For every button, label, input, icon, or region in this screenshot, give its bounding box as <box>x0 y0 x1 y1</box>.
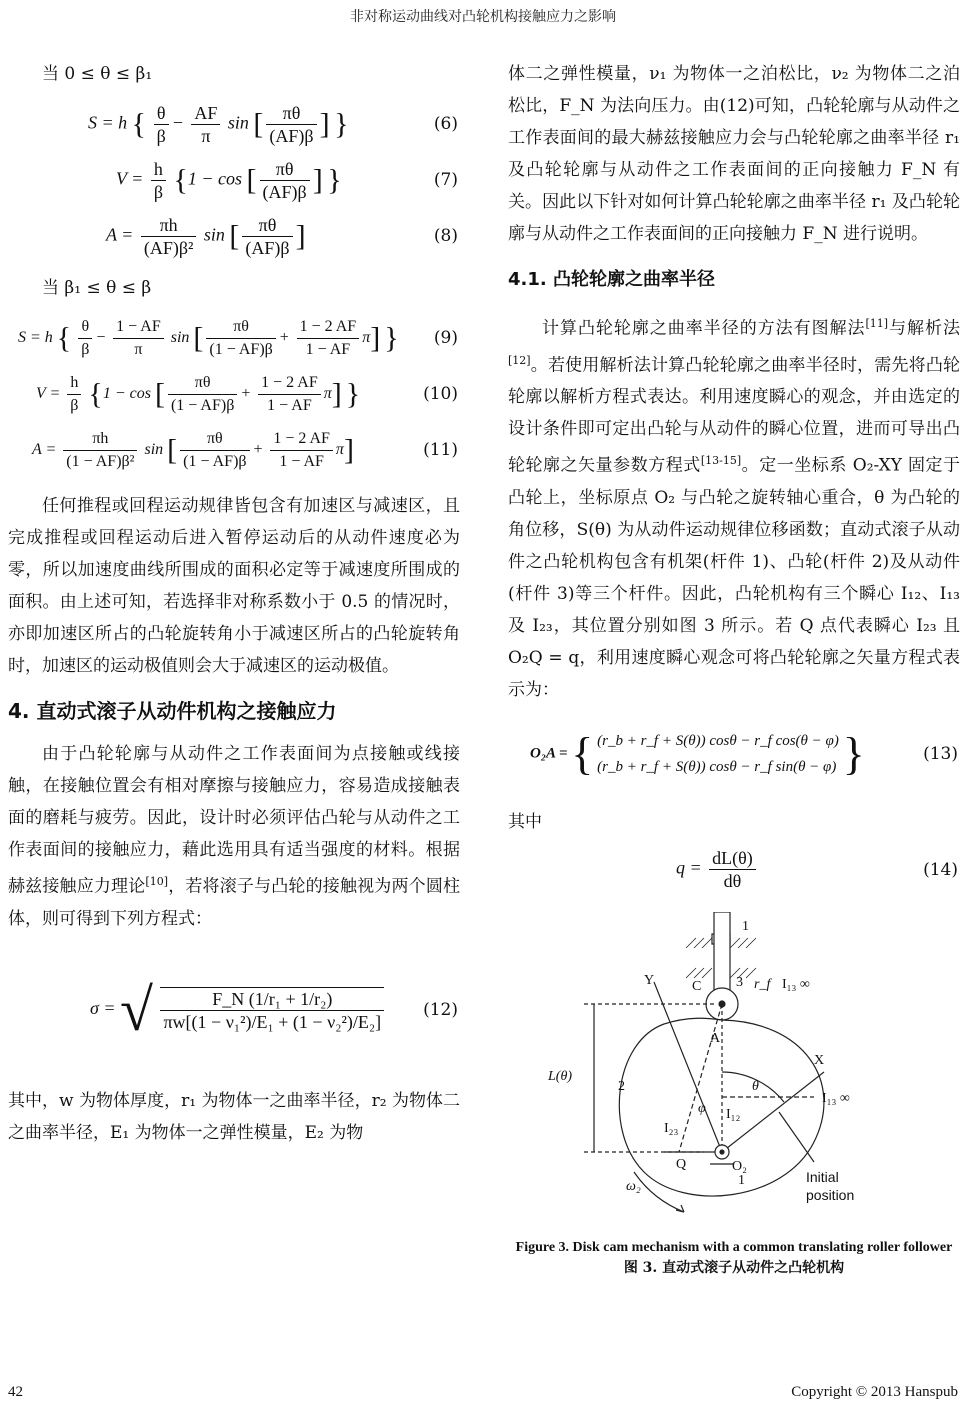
label-rf: r_f <box>754 976 771 992</box>
cam-mechanism-diagram <box>514 912 954 1222</box>
citation-12: [12] <box>508 353 531 367</box>
equation-8: A = $\frac{\pi h}{\text{(AF)β²}}$ sin [ $\frac{\pi\theta}{(AF)\beta}$ ] (8) <box>106 214 458 258</box>
label-o2: O₂ <box>732 1158 747 1174</box>
citation-13-15: [13-15] <box>700 454 742 468</box>
label-i23: I₂₃ <box>664 1120 679 1136</box>
label-i13-top: I₁₃ ∞ <box>782 976 810 992</box>
label-where: 其中 <box>508 811 542 832</box>
label-i12: I₁₂ <box>726 1106 741 1122</box>
equation-11: A = $\frac{\pi h}{\text{(1 − AF)β²}}$ sin [ $\frac{\pi\theta}{(1 - AF)\beta}$ + $\frac{1 - 2 AF}{1 - AF}$ π] (11) <box>8 422 460 478</box>
figure-caption-chinese: 图 3. 直动式滚子从动件之凸轮机构 <box>623 1259 845 1276</box>
label-l-theta: L(θ) <box>548 1068 572 1084</box>
running-head: 非对称运动曲线对凸轮机构接触应力之影响 <box>350 9 616 25</box>
label-omega2: ω₂ <box>626 1178 641 1194</box>
paragraph-contact-stress: 由于凸轮轮廓与从动件之工作表面间为点接触或线接触，在接触位置会有相对摩擦与接触应力，容易造成接触表面的磨耗与疲劳。因此，设计时必须评估凸轮与从动件之工作表面间的接触应力，藉此选用具有适当强度的材料。根据赫兹接触应力理论[10]，若将滚子与凸轮的接触视为两个圆柱体，则可得到下列方程式： <box>8 744 461 929</box>
equation-13: O₂A = { (r_b + r_f + S(θ)) cosθ − r_f cos(θ − φ) (r_b + r_f + S(θ)) cosθ − r_f sin(θ − φ) } (13) <box>530 727 958 779</box>
condition-2: 当 β₁ ≤ θ ≤ β <box>42 278 152 298</box>
paragraph-curvature: 计算凸轮轮廓之曲率半径的方法有图解法[11]与解析法[12]。若使用解析法计算凸轮轮廓之曲率半径时，需先将凸轮轮廓以解析方程式表达。利用速度瞬心的观念，并由选定的设计条件即可定出凸轮与从动件的瞬心位置，进而可导出凸轮轮廓之矢量参数方程式[13-15]。定一坐标系 O₂-XY 固定于凸轮上，坐标原点 O₂ 与凸轮之旋转轴心重合，θ 为凸轮的角位移，S(θ) 为从动件运动规律位移函数；直动式滚子从动件之凸轮机构包含有机架(杆件 1)、凸轮(杆件 2)及从动件(杆件 3)等三个杆件。因此，凸轮机构有三个瞬心 I₁₂、I₁₃ 及 I₂₃，其位置分别如图 3 所示。若 Q 点代表瞬心 I₂₃ 且 O₂Q = q，利用速度瞬心观念可将凸轮轮廓之矢量方程式表示为： <box>508 317 961 700</box>
paragraph-where-2: 体二之弹性模量，ν₁ 为物体一之泊松比，ν₂ 为物体二之泊松比，F_N 为法向压力。由(12)可知，凸轮轮廓与从动件之工作表面间的最大赫兹接触应力会与凸轮轮廓之曲率半径 r₁ 及凸轮轮廓与从动件之工作表面间的正向接触力 F_N 有关。因此以下针对如何计算凸轮轮廓之曲率半径 r₁ 及凸轮轮廓与从动件之工作表面间的正向接触力 F_N 进行说明。 <box>508 64 960 244</box>
equation-10: V = $\frac{h}{\beta}$ {1 − cos [ $\frac{\pi\theta}{(1 - AF)\beta}$ + $\frac{1 - 2 AF}{1 - AF}$ π] } (10) <box>8 366 460 422</box>
section-4-heading: 4. 直动式滚子从动件机构之接触应力 <box>8 699 337 723</box>
figure-3 <box>508 912 960 1233</box>
equation-7: V = $\frac{h}{\beta}$ {1 − cos [ $\frac{\pi\theta}{(AF)\beta}$ ] } (7) <box>116 158 458 202</box>
label-point-q: Q <box>676 1156 687 1172</box>
label-x-axis: X <box>814 1052 825 1068</box>
condition-1: 当 0 ≤ θ ≤ β₁ <box>42 64 153 84</box>
left-column <box>8 50 460 1149</box>
label-link-3: 3 <box>736 974 743 990</box>
paragraph-where-1: 其中，w 为物体厚度，r₁ 为物体一之曲率半径，r₂ 为物体二之曲率半径，E₁ 为物体一之弹性模量，E₂ 为物 <box>8 1090 460 1143</box>
label-position: position <box>806 1186 855 1203</box>
label-phi: φ <box>698 1100 706 1116</box>
page-number: 42 <box>8 1384 23 1400</box>
label-initial: Initial <box>806 1168 839 1185</box>
subsection-4-1-heading: 4.1. 凸轮轮廓之曲率半径 <box>508 269 715 290</box>
label-y-axis: Y <box>644 972 655 988</box>
label-point-c: C <box>692 978 702 994</box>
equation-6: S = h { $\frac{\theta}{\beta}$ − $\frac{AF}{\pi}$ sin [ $\frac{\pi\theta}{(AF)\beta}$ ] } (6) <box>88 102 458 146</box>
label-link-1-top: 1 <box>742 918 749 934</box>
label-link-1-bottom: 1 <box>738 1172 745 1188</box>
label-i13-right: I₁₃ ∞ <box>822 1090 850 1106</box>
equation-12: σ = √ $\frac{\text{F\_N (1/r₁ + 1/r₂)}}{\text{πw[(1 − ν₁²)/E₁ + (1 − ν₂²)/E₂]}}$ (12) <box>90 976 458 1043</box>
citation-11: [11] <box>865 317 889 330</box>
equation-9: S = h { $\frac{\theta}{\beta}$ − $\frac{1 - AF}{\pi}$ sin [ $\frac{\pi\theta}{(1 - AF)\beta}$ + $\frac{1 - 2 AF}{1 - AF}$ π] } (9) <box>8 310 460 366</box>
label-theta: θ <box>752 1078 759 1094</box>
paragraph-acceleration: 任何推程或回程运动规律皆包含有加速区与减速区，且完成推程或回程运动后进入暂停运动后的从动件速度必为零，所以加速度曲线所围成的面积必定等于减速度所围成的面积。由上述可知，若选择非对称系数小于 0.5 的情况时，亦即加速区所占的凸轮旋转角小于减速区所占的凸轮旋转角时，加速区的运动极值则会大于减速区的运动极值。 <box>8 496 460 676</box>
citation-10: [10] <box>145 875 169 888</box>
figure-caption-english: Figure 3. Disk cam mechanism with a common translating roller follower <box>515 1239 953 1255</box>
copyright-notice: Copyright © 2013 Hanspub <box>791 1384 958 1400</box>
right-column <box>508 50 960 1279</box>
label-link-2: 2 <box>618 1078 625 1094</box>
label-point-a: A <box>710 1030 721 1046</box>
equation-14: q = $\frac{dL(\theta)}{d\theta}$ (14) <box>676 848 958 892</box>
